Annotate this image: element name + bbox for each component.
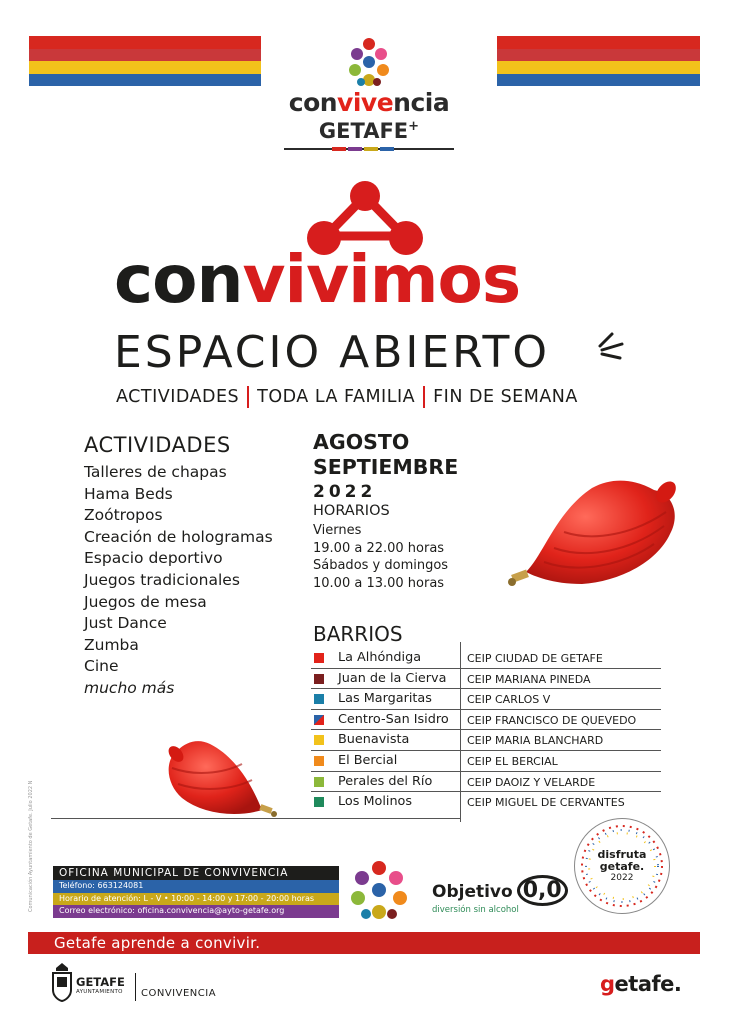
list-item: Espacio deportivo xyxy=(84,549,223,568)
color-square xyxy=(314,674,324,684)
footer-divider xyxy=(135,973,136,1001)
office-phone: Teléfono: 663124081 xyxy=(53,880,339,893)
list-item: Just Dance xyxy=(84,614,167,633)
stripe-red-dark xyxy=(497,49,700,62)
list-item: Juegos tradicionales xyxy=(84,570,240,589)
stripe-blue xyxy=(497,74,700,87)
stripe-red xyxy=(497,36,700,49)
stripe-red xyxy=(29,36,261,49)
footer-ayuntamiento: AYUNTAMIENTO xyxy=(76,989,123,995)
barrios-table xyxy=(311,648,661,813)
coat-of-arms-icon xyxy=(51,962,73,1002)
office-hours: Horario de atención: L - V • 10:00 - 14:00 y 17:00 - 20:00 horas xyxy=(53,893,339,906)
burst-icon xyxy=(594,330,626,364)
stripe-yellow xyxy=(497,61,700,74)
slogan-banner: Getafe aprende a convivir. xyxy=(28,932,700,954)
stripes-left xyxy=(29,36,261,86)
table-row: Centro-San Isidro CEIP FRANCISCO DE QUEVEDO xyxy=(311,710,661,731)
main-title: convivimos xyxy=(114,241,521,318)
table-row: Perales del Río CEIP DAOIZ Y VELARDE xyxy=(311,772,661,793)
actividades-list xyxy=(84,462,273,700)
logo-getafe: GETAFE+ xyxy=(318,119,420,143)
logo-underline xyxy=(284,148,454,150)
list-item: Cine xyxy=(84,657,119,676)
disfruta-text: disfruta getafe. xyxy=(597,848,647,873)
year: 2022 xyxy=(313,482,377,502)
barrios-heading: BARRIOS xyxy=(313,622,403,646)
subtitle-espacio-abierto: ESPACIO ABIERTO xyxy=(114,327,551,378)
schedule-line: 10.00 a 13.00 horas xyxy=(313,575,445,591)
horarios-heading: HORARIOS xyxy=(313,503,390,519)
convivencia-logo xyxy=(284,36,454,150)
footer-convivencia: CONVIVENCIA xyxy=(141,988,217,999)
color-square xyxy=(314,694,324,704)
color-square xyxy=(314,735,324,745)
disfruta-year: 2022 xyxy=(610,873,634,883)
ground-line xyxy=(51,818,461,819)
list-item: Hama Beds xyxy=(84,484,173,503)
list-item: Zoótropos xyxy=(84,506,163,525)
schedule-line: Viernes xyxy=(313,523,362,538)
months xyxy=(313,430,458,480)
color-square xyxy=(314,715,324,725)
table-row: Las Margaritas CEIP CARLOS V xyxy=(311,689,661,710)
stripe-red-dark xyxy=(29,49,261,62)
tagline: ACTIVIDADES TODA LA FAMILIA FIN DE SEMANA xyxy=(116,387,578,407)
flower-logo-icon xyxy=(346,858,412,924)
footer-getafe: GETAFE xyxy=(76,975,125,989)
color-square xyxy=(314,777,324,787)
list-item: Zumba xyxy=(84,635,139,654)
logo-wordmark: convivencia xyxy=(288,88,450,117)
table-row: Buenavista CEIP MARIA BLANCHARD xyxy=(311,730,661,751)
month-septiembre: SEPTIEMBRE xyxy=(313,455,459,479)
schedule xyxy=(313,522,448,592)
table-row: La Alhóndiga CEIP CIUDAD DE GETAFE xyxy=(311,648,661,669)
office-email: Correo electrónico: oficina.convivencia@ayto-getafe.org xyxy=(53,905,339,918)
month-agosto: AGOSTO xyxy=(313,430,410,454)
schedule-line: 19.00 a 22.00 horas xyxy=(313,540,445,556)
flower-logo-icon xyxy=(339,36,399,90)
table-row: Los Molinos CEIP MIGUEL DE CERVANTES xyxy=(311,792,661,813)
objetivo-subtitle: diversión sin alcohol xyxy=(432,905,519,915)
list-item: Juegos de mesa xyxy=(84,592,207,611)
stripe-blue xyxy=(29,74,261,87)
list-item: Talleres de chapas xyxy=(84,463,227,481)
disfruta-getafe-badge xyxy=(574,818,670,914)
list-item: Creación de hologramas xyxy=(84,527,273,546)
actividades-heading: ACTIVIDADES xyxy=(84,433,231,457)
table-row: Juan de la Cierva CEIP MARIANA PINEDA xyxy=(311,669,661,690)
color-square xyxy=(314,797,324,807)
spinning-top-small-icon xyxy=(158,734,282,820)
schedule-line: Sábados y domingos xyxy=(313,558,449,574)
getafe-brand-logo: getafe. xyxy=(600,972,682,996)
office-title: OFICINA MUNICIPAL DE CONVIVENCIA xyxy=(53,866,339,880)
spinning-top-large-icon xyxy=(504,472,684,594)
color-square xyxy=(314,653,324,663)
credit-text: Comunicación Ayuntamiento de Getafe. Julio 2022 N xyxy=(28,780,34,912)
stripe-yellow xyxy=(29,61,261,74)
list-item: mucho más xyxy=(84,678,175,697)
office-info xyxy=(53,866,339,918)
table-row: El Bercial CEIP EL BERCIAL xyxy=(311,751,661,772)
objetivo-logo: Objetivo 0,0 xyxy=(432,878,568,903)
stripes-right xyxy=(497,36,700,86)
color-square xyxy=(314,756,324,766)
